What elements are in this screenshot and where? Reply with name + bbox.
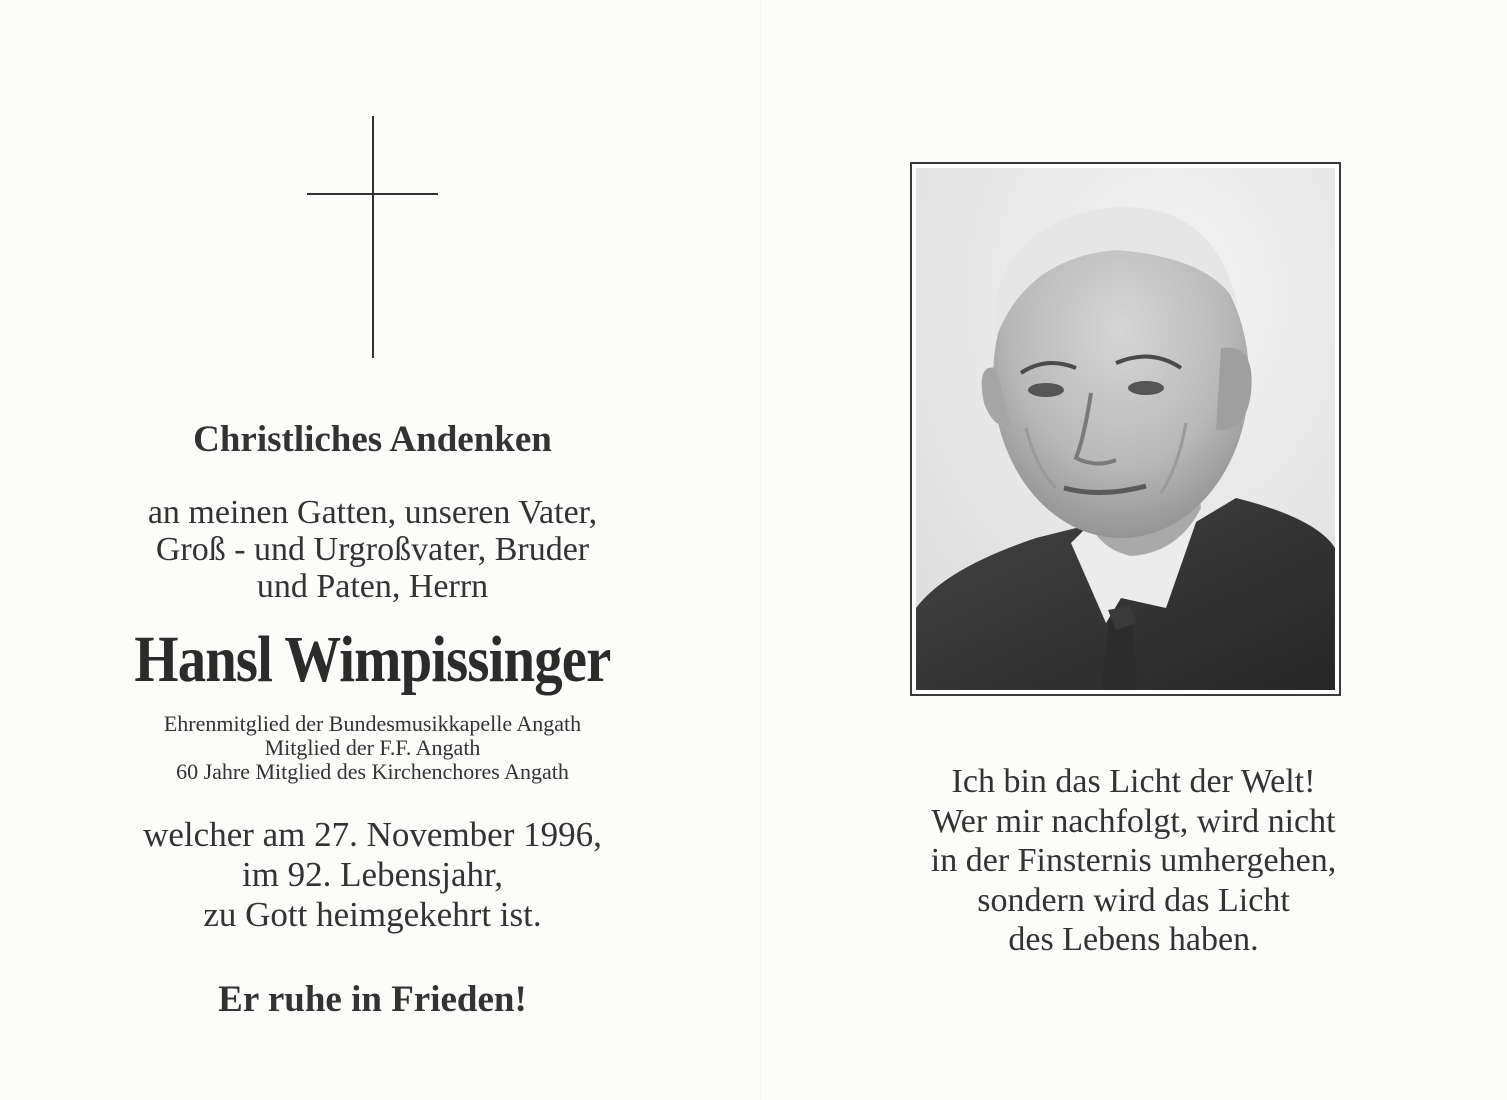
membership-line: 60 Jahre Mitglied des Kirchenchores Angath — [176, 759, 569, 784]
deceased-name: Hansl Wimpissinger — [134, 623, 611, 696]
dedication-line: und Paten, Herrn — [256, 568, 489, 605]
death-notice — [0, 815, 745, 935]
closing-blessing: Er ruhe in Frieden! — [218, 979, 527, 1020]
portrait-photo — [910, 162, 1341, 696]
dedication-text — [0, 494, 745, 605]
quote-line: sondern wird das Licht — [977, 881, 1290, 919]
dedication-line: Groß - und Urgroßvater, Bruder — [155, 531, 590, 568]
left-panel — [0, 0, 745, 1100]
quote-line: in der Finsternis umhergehen, — [930, 842, 1337, 879]
right-panel — [760, 0, 1507, 1100]
portrait-image — [916, 168, 1335, 690]
dedication-line: an meinen Gatten, unseren Vater, — [147, 494, 598, 531]
death-line: welcher am 27. November 1996, — [143, 815, 602, 854]
death-line: im 92. Lebensjahr, — [241, 855, 504, 894]
quote-line: Ich bin das Licht der Welt! — [951, 763, 1316, 800]
quote-line: des Lebens haben. — [1008, 921, 1259, 958]
cross-icon — [307, 116, 438, 358]
bible-quote — [760, 762, 1507, 960]
death-line: zu Gott heimgekehrt ist. — [203, 895, 542, 934]
memberships — [0, 712, 745, 784]
membership-line: Mitglied der F.F. Angath — [264, 735, 481, 760]
card-heading: Christliches Andenken — [193, 419, 552, 460]
membership-line: Ehrenmitglied der Bundesmusikkapelle Angath — [163, 711, 582, 736]
quote-line: Wer mir nachfolgt, wird nicht — [931, 802, 1336, 840]
